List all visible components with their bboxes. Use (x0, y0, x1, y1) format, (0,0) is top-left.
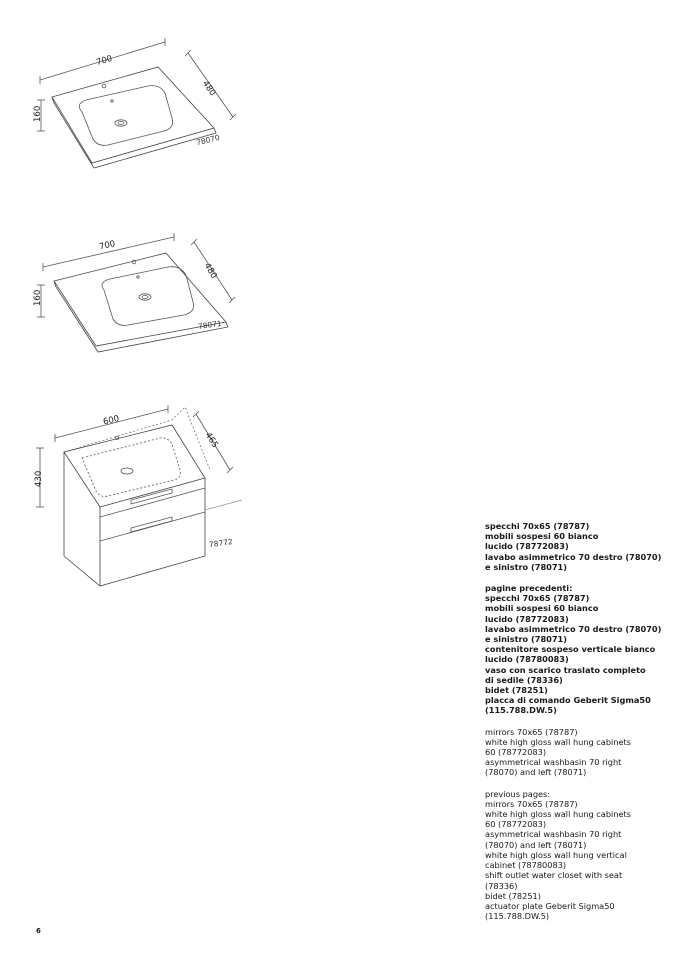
text-line: (78070) and left (78071) (485, 767, 587, 778)
text-line: 60 (78772083) (485, 747, 547, 758)
text-line: cabinet (78780083) (485, 860, 567, 871)
text-line: specchi 70x65 (78787) (485, 593, 590, 604)
dim-width-label: 700 (95, 53, 114, 68)
text-line: asymmetrical washbasin 70 right (485, 829, 622, 840)
italian-previous-pages (485, 583, 665, 716)
text-line: (78336) (485, 880, 518, 891)
text-line: previous pages: (485, 788, 551, 799)
text-line: mirrors 70x65 (78787) (485, 798, 578, 809)
text-line: di sedile (78336) (485, 674, 563, 685)
product-code-label: 78070 (195, 132, 221, 148)
text-line: pagine precedenti: (485, 583, 573, 594)
text-line: vaso con scarico traslato completo (485, 664, 646, 675)
product-description (485, 521, 665, 932)
basin-drawing-78071 (37, 233, 235, 352)
text-line: lucido (78772083) (485, 541, 569, 552)
text-line: white high gloss wall hung cabinets (485, 809, 632, 820)
dim-width-label: 600 (102, 413, 121, 428)
text-line: asymmetrical washbasin 70 right (485, 757, 622, 768)
text-line: mobili sospesi 60 bianco (485, 603, 599, 614)
text-line: white high gloss wall hung vertical (485, 849, 627, 860)
text-line: lucido (78772083) (485, 613, 569, 624)
text-line: lavabo asimmetrico 70 destro (78070) (485, 623, 662, 634)
dim-width-label: 700 (98, 239, 117, 253)
dim-height-label: 160 (33, 289, 43, 306)
text-line: contenitore sospeso verticale bianco (485, 644, 656, 655)
page-number: 6 (36, 927, 41, 935)
dim-height-label: 430 (34, 470, 44, 487)
dim-depth-label: 480 (199, 79, 218, 99)
text-line: mobili sospesi 60 bianco (485, 531, 599, 542)
text-line: e sinistro (78071) (485, 634, 567, 645)
italian-current-items (485, 521, 665, 572)
text-line: specchi 70x65 (78787) (485, 521, 590, 531)
dim-depth-label: 480 (201, 261, 219, 281)
product-code-label: 78071 (197, 318, 223, 332)
text-line: lavabo asimmetrico 70 destro (78070) (485, 551, 662, 562)
english-previous-pages (485, 789, 665, 922)
text-line: lucido (78780083) (485, 654, 569, 665)
text-line: white high gloss wall hung cabinets (485, 736, 632, 747)
text-line: (115.788.DW.5) (485, 705, 557, 716)
text-line: (115.788.DW.5) (485, 911, 550, 922)
text-line: 60 (78772083) (485, 819, 547, 830)
text-line: (78070) and left (78071) (485, 839, 587, 850)
text-line: placca di comando Geberit Sigma50 (485, 695, 651, 706)
product-code-label: 78772 (208, 536, 234, 550)
english-current-items (485, 727, 665, 778)
basin-drawing-78070 (37, 38, 236, 168)
text-line: e sinistro (78071) (485, 561, 567, 572)
text-line: mirrors 70x65 (78787) (485, 726, 578, 737)
dim-depth-label: 465 (202, 430, 220, 450)
text-line: shift outlet water closet with seat (485, 870, 623, 881)
text-line: bidet (78251) (485, 890, 541, 901)
text-line: bidet (78251) (485, 685, 548, 696)
dim-height-label: 160 (33, 105, 43, 122)
text-line: actuator plate Geberit Sigma50 (485, 900, 615, 911)
